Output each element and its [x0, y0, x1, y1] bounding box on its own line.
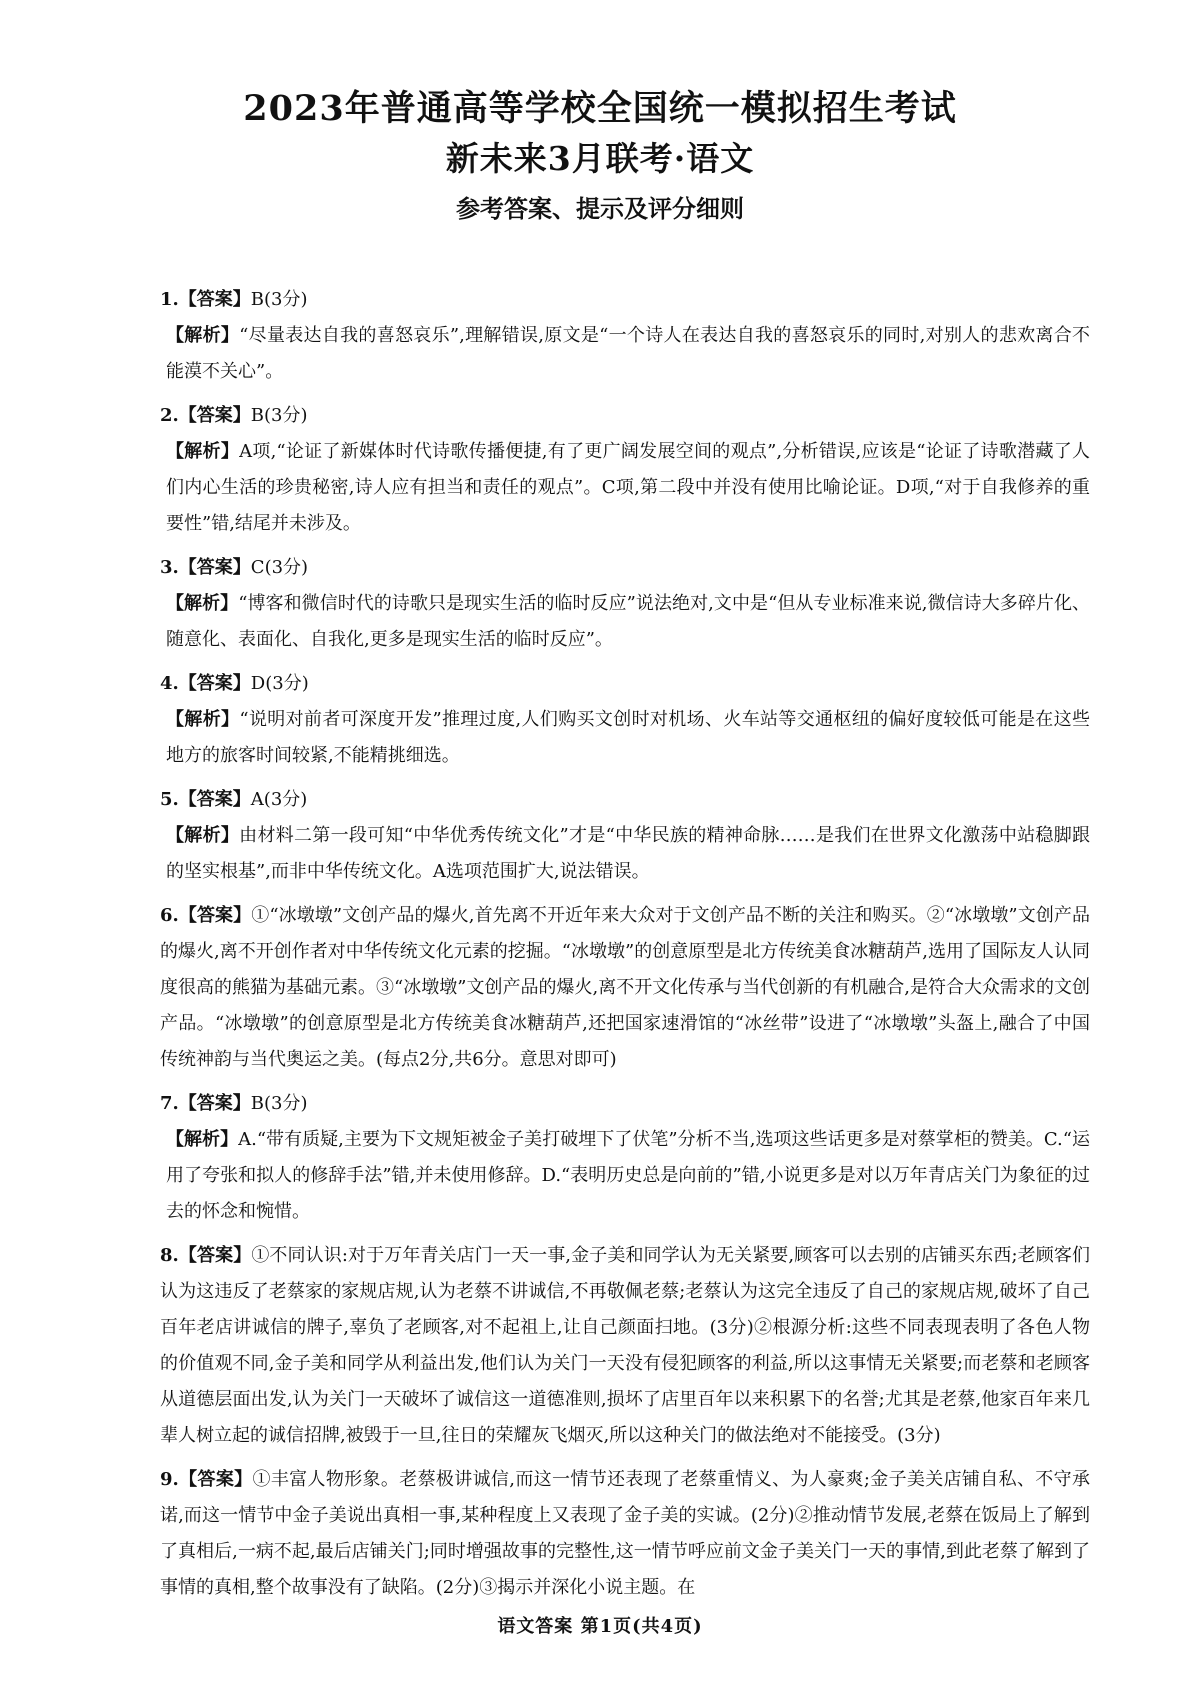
analysis-label: 【解析】	[166, 593, 239, 614]
analysis-label: 【解析】	[166, 441, 240, 462]
answer-item-1	[160, 282, 1090, 390]
answer-value: A(3分)	[250, 789, 308, 810]
answer-item-7	[160, 1086, 1090, 1230]
answer-label: 9.【答案】	[160, 1469, 253, 1490]
answer-label: 2.【答案】	[160, 405, 251, 426]
answer-item-3	[160, 550, 1090, 658]
answer-line	[160, 666, 1090, 702]
analysis-paragraph	[160, 818, 1090, 890]
answer-item-9	[160, 1462, 1090, 1606]
answer-text: ①不同认识:对于万年青关店门一天一事,金子美和同学认为无关紧要,顾客可以去别的店铺买东西;老顾客们认为这违反了老蔡家的家规店规,认为老蔡不讲诚信,不再敬佩老蔡;老蔡认为这完全违反了自己的家规店规,破坏了自己百年老店讲诚信的牌子,辜负了老顾客,对不起祖上,让自己颜面扫地。(3分)②根源分析:这些不同表现表明了各色人物的价值观不同,金子美和同学从利益出发,他们认为关门一天没有侵犯顾客的利益,所以这事情无关紧要;而老蔡和老顾客从道德层面出发,认为关门一天破坏了诚信这一道德准则,损坏了店里百年以来积累下的名誉;尤其是老蔡,他家百年来几辈人树立起的诚信招牌,被毁于一旦,往日的荣耀灰飞烟灭,所以这种关门的做法绝对不能接受。(3分)	[160, 1245, 1090, 1446]
answer-paragraph	[160, 1462, 1090, 1606]
answer-item-5	[160, 782, 1090, 890]
answer-list	[160, 282, 1090, 1614]
analysis-paragraph	[160, 702, 1090, 774]
answer-label: 1.【答案】	[160, 289, 251, 310]
answer-text: ①丰富人物形象。老蔡极讲诚信,而这一情节还表现了老蔡重情义、为人豪爽;金子美关店铺自私、不守承诺,而这一情节中金子美说出真相一事,某种程度上又表现了金子美的实诚。(2分)②推动情节发展,老蔡在饭局上了解到了真相后,一病不起,最后店铺关门;同时增强故事的完整性,这一情节呼应前文金子美关门一天的事情,到此老蔡了解到了事情的真相,整个故事没有了缺陷。(2分)③揭示并深化小说主题。在	[160, 1469, 1090, 1598]
answer-key-heading: 参考答案、提示及评分细则	[456, 194, 744, 223]
analysis-text: A.“带有质疑,主要为下文规矩被金子美打破埋下了伏笔”分析不当,选项这些话更多是对蔡掌柜的赞美。C.“运用了夸张和拟人的修辞手法”错,并未使用修辞。D.“表明历史总是向前的”错,小说更多是对以万年青店关门为象征的过去的怀念和惋惜。	[166, 1129, 1090, 1222]
answer-label: 5.【答案】	[160, 789, 251, 810]
analysis-label: 【解析】	[166, 825, 240, 846]
page-footer: 语文答案 第1页(共4页)	[497, 1616, 703, 1637]
answer-label: 3.【答案】	[160, 557, 251, 578]
answer-label: 4.【答案】	[160, 673, 251, 694]
analysis-label: 【解析】	[166, 709, 240, 730]
analysis-paragraph	[160, 434, 1090, 542]
document-header	[0, 86, 1200, 226]
analysis-paragraph	[160, 586, 1090, 658]
answer-value: B(3分)	[250, 289, 308, 310]
exam-subtitle: 新未来3月联考·语文	[445, 139, 755, 178]
answer-value: B(3分)	[250, 405, 308, 426]
answer-line	[160, 1086, 1090, 1122]
analysis-text: “尽量表达自我的喜怒哀乐”,理解错误,原文是“一个诗人在表达自我的喜怒哀乐的同时,对别人的悲欢离合不能漠不关心”。	[166, 325, 1090, 382]
analysis-text: 由材料二第一段可知“中华优秀传统文化”才是“中华民族的精神命脉……是我们在世界文化激荡中站稳脚跟的坚实根基”,而非中华传统文化。A选项范围扩大,说法错误。	[166, 825, 1090, 882]
answer-paragraph	[160, 1238, 1090, 1454]
answer-label: 6.【答案】	[160, 905, 252, 926]
answer-value: B(3分)	[250, 1093, 308, 1114]
analysis-paragraph	[160, 1122, 1090, 1230]
analysis-text: A项,“论证了新媒体时代诗歌传播便捷,有了更广阔发展空间的观点”,分析错误,应该是“论证了诗歌潜藏了人们内心生活的珍贵秘密,诗人应有担当和责任的观点”。C项,第二段中并没有使用比喻论证。D项,“对于自我修养的重要性”错,结尾并未涉及。	[166, 441, 1090, 534]
answer-line	[160, 282, 1090, 318]
analysis-text: “说明对前者可深度开发”推理过度,人们购买文创时对机场、火车站等交通枢纽的偏好度较低可能是在这些地方的旅客时间较紧,不能精挑细选。	[166, 709, 1091, 766]
exam-title: 2023年普通高等学校全国统一模拟招生考试	[243, 88, 957, 129]
answer-item-6	[160, 898, 1090, 1078]
analysis-paragraph	[160, 318, 1090, 390]
answer-item-4	[160, 666, 1090, 774]
answer-line	[160, 550, 1090, 586]
answer-value: C(3分)	[250, 557, 309, 578]
answer-item-2	[160, 398, 1090, 542]
answer-label: 7.【答案】	[160, 1093, 251, 1114]
answer-item-8	[160, 1238, 1090, 1454]
answer-value: D(3分)	[250, 673, 309, 694]
analysis-label: 【解析】	[166, 325, 240, 346]
answer-label: 8.【答案】	[160, 1245, 252, 1266]
answer-line	[160, 782, 1090, 818]
answer-text: ①“冰墩墩”文创产品的爆火,首先离不开近年来大众对于文创产品不断的关注和购买。②“冰墩墩”文创产品的爆火,离不开创作者对中华传统文化元素的挖掘。“冰墩墩”的创意原型是北方传统美食冰糖葫芦,选用了国际友人认同度很高的熊猫为基础元素。③“冰墩墩”文创产品的爆火,离不开文化传承与当代创新的有机融合,是符合大众需求的文创产品。“冰墩墩”的创意原型是北方传统美食冰糖葫芦,还把国家速滑馆的“冰丝带”设进了“冰墩墩”头盔上,融合了中国传统神韵与当代奥运之美。(每点2分,共6分。意思对即可)	[160, 905, 1090, 1070]
answer-line	[160, 398, 1090, 434]
analysis-label: 【解析】	[166, 1129, 239, 1150]
analysis-text: “博客和微信时代的诗歌只是现实生活的临时反应”说法绝对,文中是“但从专业标准来说,微信诗大多碎片化、随意化、表面化、自我化,更多是现实生活的临时反应”。	[166, 593, 1091, 650]
answer-paragraph	[160, 898, 1090, 1078]
